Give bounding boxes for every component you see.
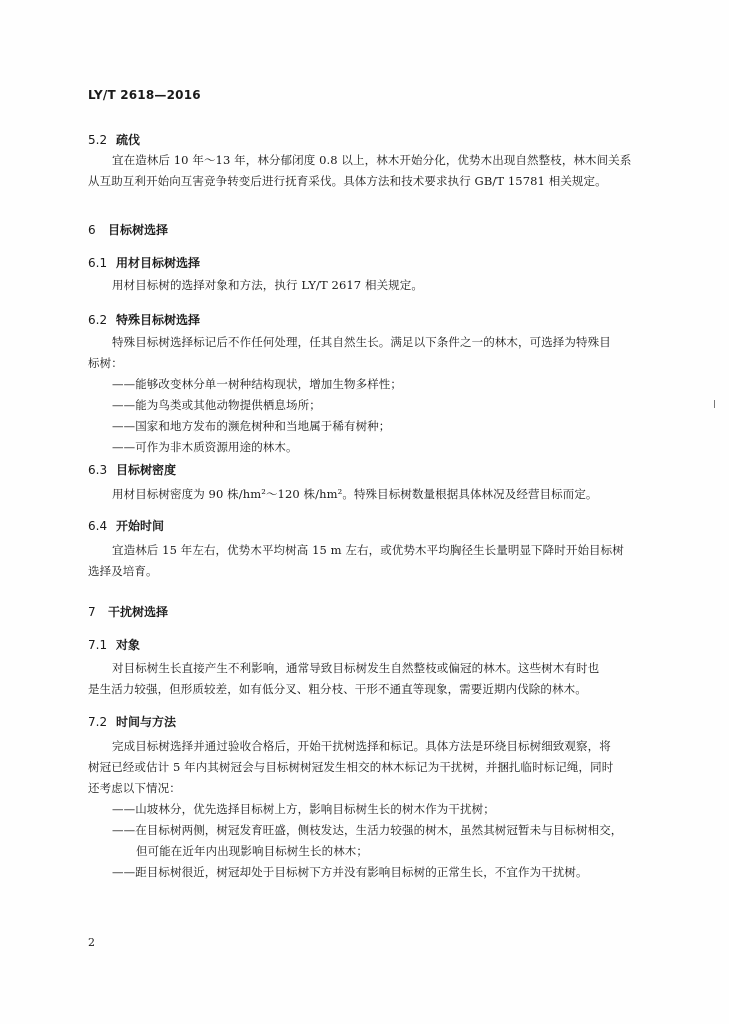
paragraph-7-2: [88, 737, 658, 884]
section-number: 5.2: [88, 133, 108, 147]
section-number: 6.3: [88, 463, 108, 477]
text-line: 树冠已经或估计 5 年内其树冠会与目标树树冠发生相交的林木标记为干扰树，并捆扎临时标记绳，同时: [88, 760, 614, 774]
section-number: 6.2: [88, 313, 108, 327]
text-line: 宜在造林后 10 年～13 年，林分郁闭度 0.8 以上，林木开始分化，优势木出现自然整枝，林木间关系: [112, 153, 632, 167]
text-line: 对目标树生长直接产生不利影响，通常导致目标树发生自然整枝或偏冠的林木。这些树木有时也: [112, 661, 600, 675]
standard-code: LY/T 2618—2016: [88, 88, 201, 102]
paragraph-5-2: [88, 151, 658, 193]
heading-7-1: [88, 636, 140, 653]
text-line: 宜造林后 15 年左右，优势木平均树高 15 m 左右，或优势木平均胸径生长量明显下降时开始目标树: [112, 543, 624, 557]
text-line: 标树：: [88, 356, 123, 370]
list-item: ——山坡林分，优先选择目标树上方，影响目标树生长的树木作为干扰树；: [112, 802, 495, 816]
section-number: 6.4: [88, 519, 108, 533]
list-item: ——能够改变林分单一树种结构现状，增加生物多样性；: [112, 377, 402, 391]
section-number: 6: [88, 223, 96, 237]
list-item: ——可作为非木质资源用途的林木。: [112, 440, 298, 454]
section-title: 疏伐: [116, 133, 141, 147]
paragraph-6-1: [88, 276, 658, 297]
list-item: ——能为鸟类或其他动物提供栖息场所；: [112, 398, 321, 412]
section-title: 目标树密度: [116, 463, 177, 477]
text-line: 完成目标树选择并通过验收合格后，开始干扰树选择和标记。具体方法是环绕目标树细致观察，将: [112, 739, 611, 753]
section-title: 用材目标树选择: [116, 256, 201, 270]
heading-6-1: [88, 254, 200, 271]
section-title: 时间与方法: [116, 715, 177, 729]
paragraph-6-3: [88, 485, 658, 506]
page-number: 2: [88, 936, 95, 949]
list-item: ——国家和地方发布的濒危树种和当地属于稀有树种；: [112, 419, 391, 433]
section-number: 7: [88, 605, 96, 619]
heading-6-3: [88, 461, 176, 478]
text-line: 特殊目标树选择标记后不作任何处理，任其自然生长。满足以下条件之一的林木，可选择为特殊目: [112, 335, 611, 349]
section-title: 对象: [116, 638, 141, 652]
paragraph-6-2: [88, 333, 658, 459]
heading-7-2: [88, 713, 176, 730]
text-line: 从互助互利开始向互害竞争转变后进行抚育采伐。具体方法和技术要求执行 GB/T 15781 相关规定。: [88, 174, 607, 188]
section-title: 特殊目标树选择: [116, 313, 201, 327]
section-number: 6.1: [88, 256, 108, 270]
list-item: ——在目标树两侧，树冠发育旺盛，侧枝发达，生活力较强的树木，虽然其树冠暂未与目标树相交，: [112, 823, 623, 837]
text-line: 还考虑以下情况：: [88, 781, 181, 795]
list-item: ——距目标树很近，树冠却处于目标树下方并没有影响目标树的正常生长，不宜作为干扰树。: [112, 865, 588, 879]
text-line: 用材目标树密度为 90 株/hm²～120 株/hm²。特殊目标树数量根据具体林况及经营目标而定。: [112, 487, 598, 501]
heading-6: [88, 221, 168, 238]
text-line: 选择及培育。: [88, 564, 158, 578]
paragraph-6-4: [88, 541, 658, 583]
heading-5-2: [88, 131, 140, 148]
section-number: 7.1: [88, 638, 108, 652]
section-number: 7.2: [88, 715, 108, 729]
heading-6-2: [88, 311, 200, 328]
section-title: 开始时间: [116, 519, 165, 533]
text-line: 是生活力较强，但形质较差，如有低分叉、粗分枝、干形不通直等现象，需要近期内伐除的林木。: [88, 682, 587, 696]
list-item-continuation: 但可能在近年内出现影响目标树生长的林木；: [136, 844, 368, 858]
section-title: 目标树选择: [108, 223, 169, 237]
heading-6-4: [88, 517, 164, 534]
heading-7: [88, 603, 168, 620]
text-line: 用材目标树的选择对象和方法，执行 LY/T 2617 相关规定。: [112, 278, 423, 292]
scan-mark: [714, 400, 715, 408]
section-title: 干扰树选择: [108, 605, 169, 619]
paragraph-7-1: [88, 659, 658, 701]
